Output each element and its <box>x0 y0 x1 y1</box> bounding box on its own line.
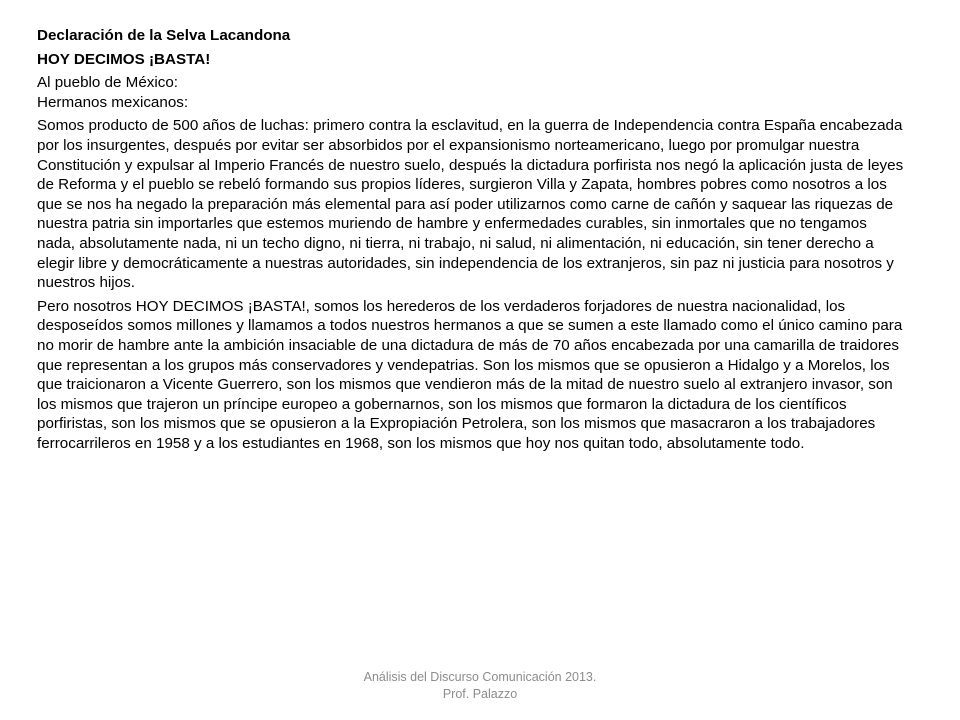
greeting-line-1: Al pueblo de México: <box>37 74 178 92</box>
document-title: Declaración de la Selva Lacandona <box>37 27 291 44</box>
footer <box>0 669 960 703</box>
document-body <box>37 26 907 457</box>
footer-line-2: Prof. Palazzo <box>442 687 518 701</box>
paragraph-1: Somos producto de 500 años de luchas: primero contra la esclavitud, en la guerra de Independencia contra España encabezada por los insurgentes, después por evitar ser absorbidos por el expansionismo norteamericano, luego por promulgar nuestra Constitución y expulsar al Imperio Francés de nuestro suelo, después la dictadura porfirista nos negó la aplicación justa de leyes de Reforma y el pueblo se rebeló formando sus propios líderes, surgieron Villa y Zapata, hombres pobres como nosotros a los que se nos ha negado la preparación más elemental para así poder utilizarnos como carne de cañón y saquear las riquezas de nuestra patria sin importarles que estemos muriendo de hambre y enfermedades curables, sin inmortales que no tengamos nada, absolutamente nada, ni un techo digno, ni tierra, ni trabajo, ni salud, ni alimentación, ni educación, sin tener derecho a elegir libre y democráticamente a nuestras autoridades, sin independencia de los extranjeros, sin paz ni justicia para nosotros y nuestros hijos. <box>37 117 904 292</box>
document-subtitle: HOY DECIMOS ¡BASTA! <box>37 50 211 68</box>
paragraph-2: Pero nosotros HOY DECIMOS ¡BASTA!, somos los herederos de los verdaderos forjadores de nuestra nacionalidad, los desposeídos somos millones y llamamos a todos nuestros hermanos a que se sumen a este llamado como el único camino para no morir de hambre ante la ambición insaciable de una dictadura de más de 70 años encabezada por una camarilla de traidores que representan a los grupos más conservadores y vendepatrias. Son los mismos que se opusieron a Hidalgo y a Morelos, los que traicionaron a Vicente Guerrero, son los mismos que vendieron más de la mitad de nuestro suelo al extranjero invasor, son los mismos que trajeron un príncipe europeo a gobernarnos, son los mismos que formaron la dictadura de los científicos porfiristas, son los mismos que se opusieron a la Expropiación Petrolera, son los mismos que masacraron a los trabajadores ferrocarrileros en 1958 y a los estudiantes en 1968, son los mismos que hoy nos quitan todo, absolutamente todo. <box>37 297 903 452</box>
footer-line-1: Análisis del Discurso Comunicación 2013. <box>363 670 597 684</box>
greeting <box>37 73 907 112</box>
greeting-line-2: Hermanos mexicanos: <box>37 93 189 111</box>
